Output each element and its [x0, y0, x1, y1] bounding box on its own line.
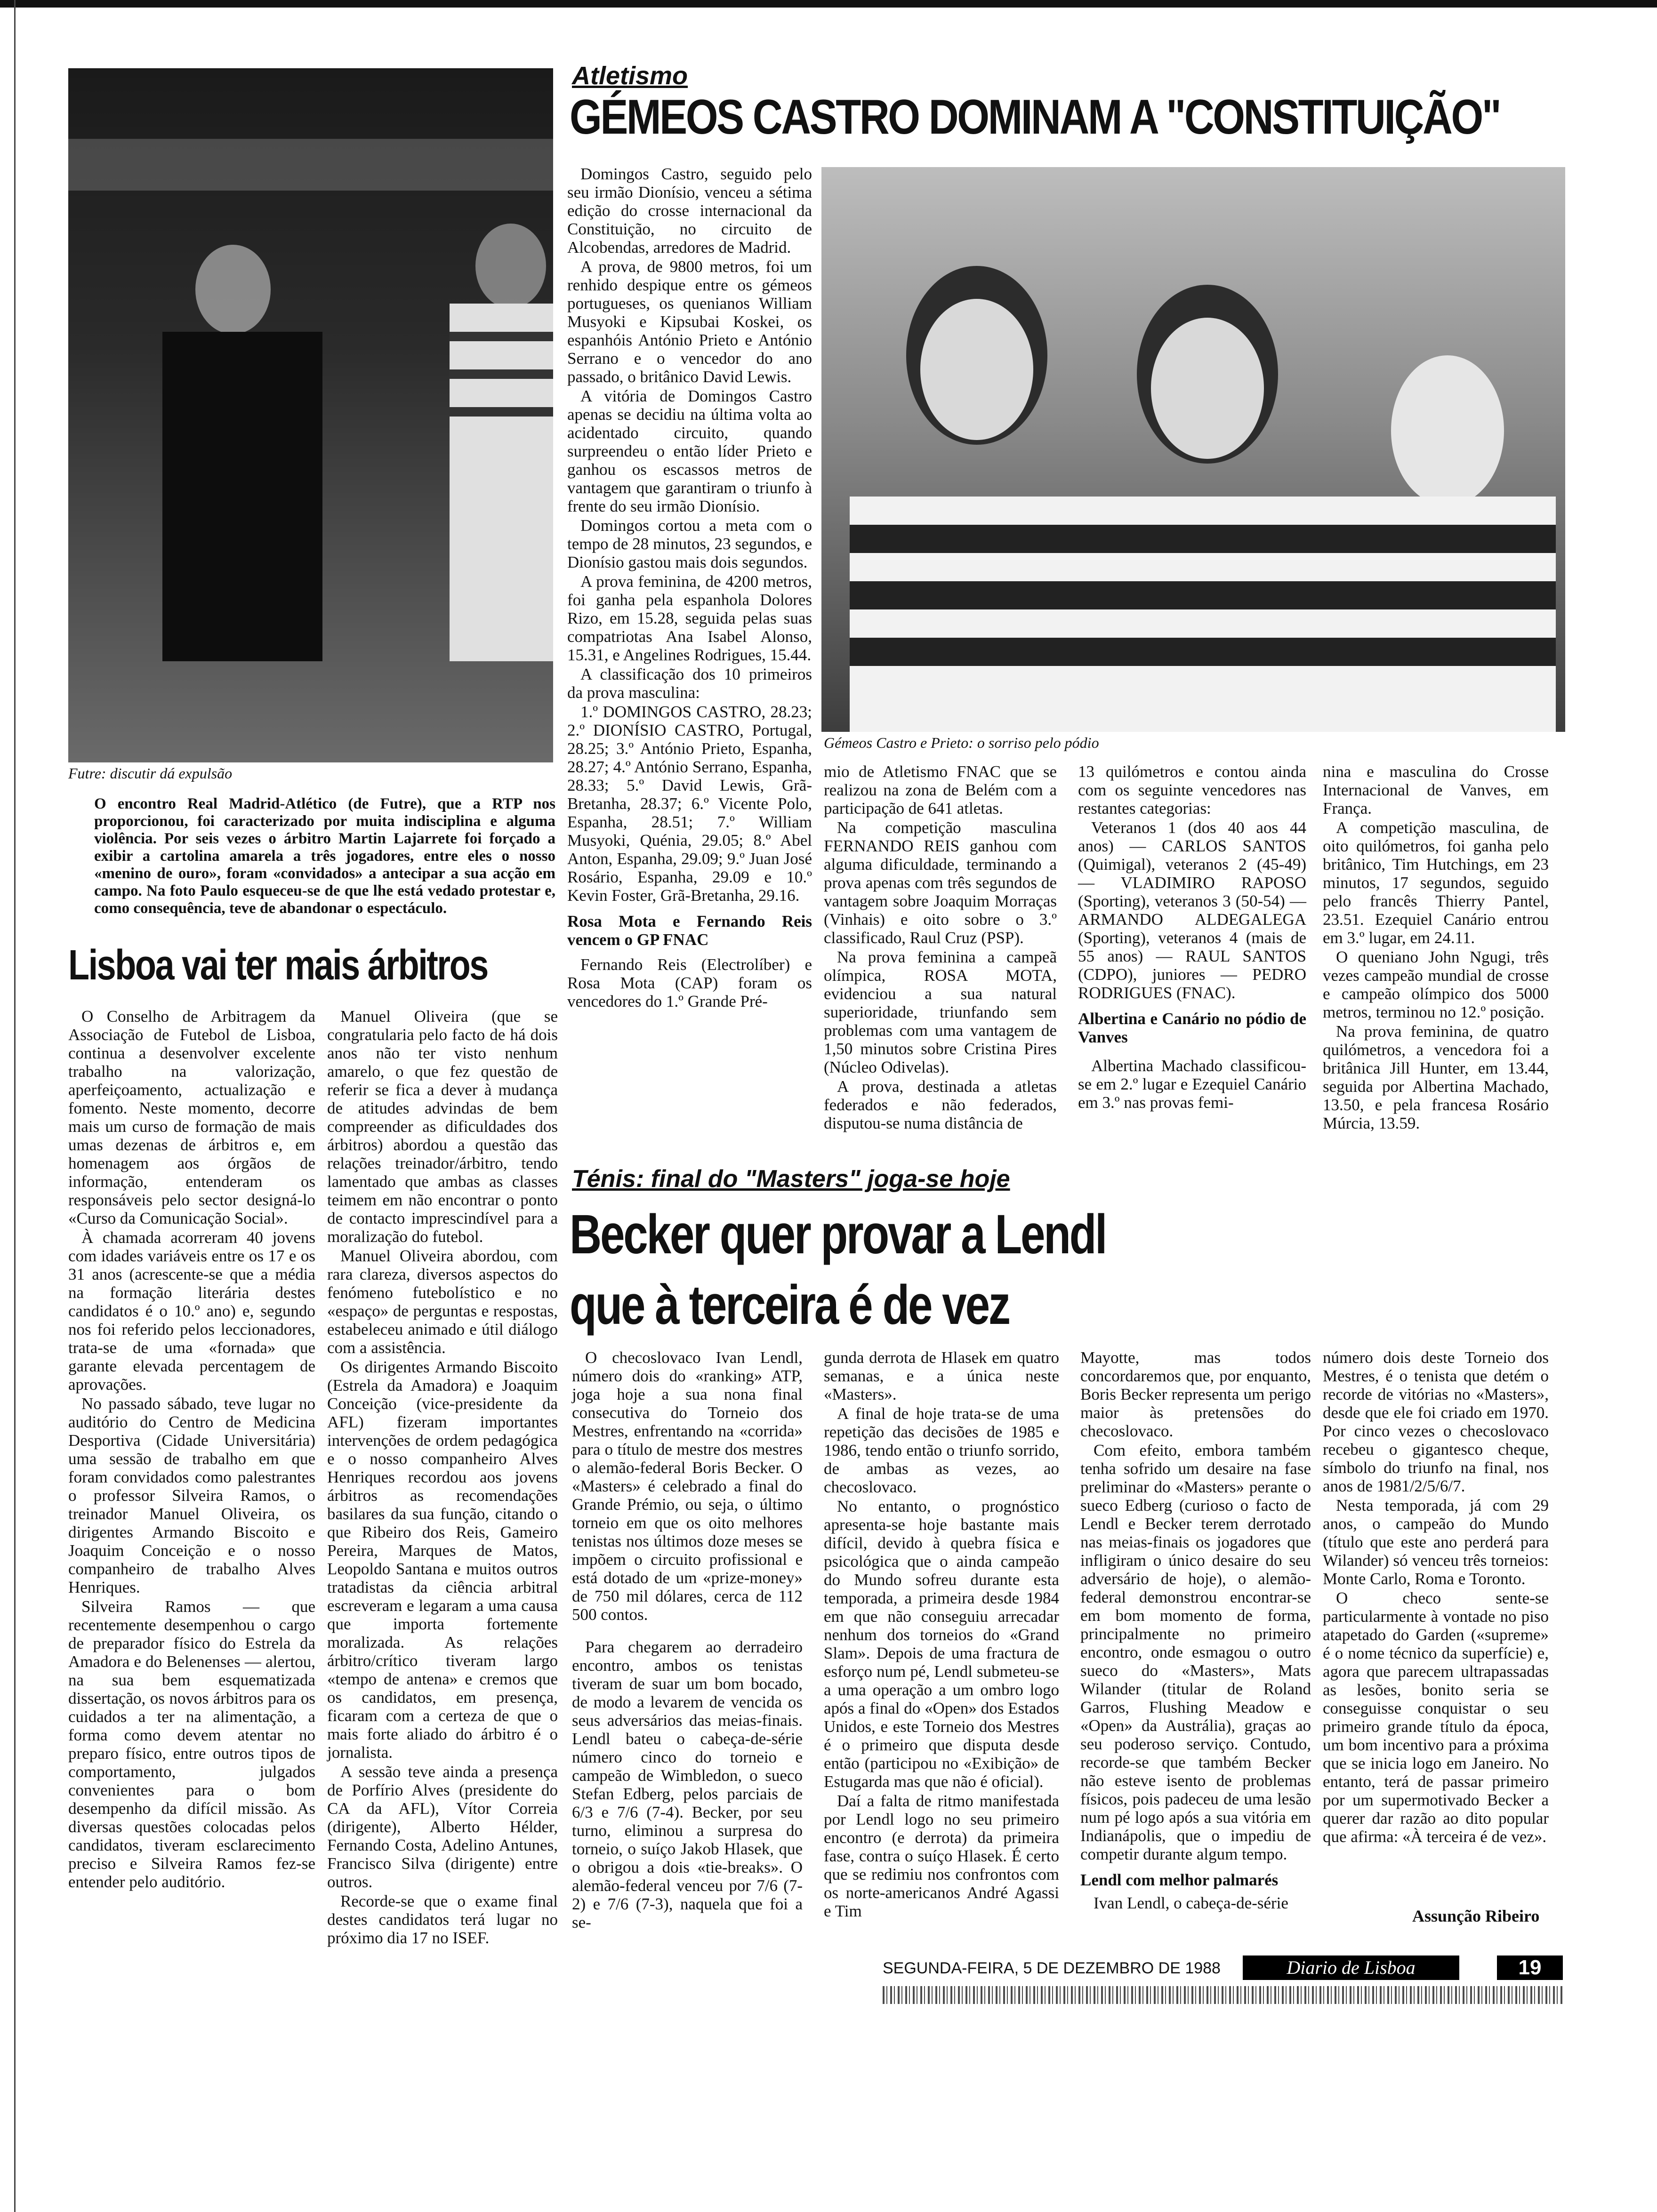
a1-c2p1: mio de Atletismo FNAC que se realizou na zona de Belém com a participação de 641 atletas. [824, 762, 1057, 817]
a2-c2p2: Manuel Oliveira abordou, com rara clareza, diversos aspectos do fenómeno futebolístico e no «espaço» de perguntas e respostas, estabeleceu animado e útil diálogo com a assistência. [327, 1247, 558, 1357]
a3-c2p2: A final de hoje trata-se de uma repetição das decisões de 1985 e 1986, tendo então o triunfo sorrido, de ambas as vezes, ao checoslovaco. [824, 1404, 1059, 1496]
a1-p3: A vitória de Domingos Castro apenas se decidiu na última volta ao acidentado circuito, quando surpreendeu o então líder Prieto e ganhou os escassos metros de vantagem que garantiram o triunfo à frente do seu irmão Dionísio. [567, 387, 812, 515]
a1-c3p2: Veteranos 1 (dos 40 aos 44 anos) — CARLOS SANTOS (Quimigal), veteranos 2 (45-49) — VLADIMIRO RAPOSO (Sporting), veteranos 3 (50-54) — ARMANDO ALDEGALEGA (Sporting), veteranos 4 (mais de 55 anos) — RAUL SANTOS (CDPO), juniores — PEDRO RODRIGUES (FNAC). [1078, 818, 1306, 1002]
tennis-headline-2: que à terceira é de vez [570, 1274, 1009, 1336]
tennis-headline-1: Becker quer provar a Lendl [570, 1203, 1106, 1266]
a1-c2p4: A prova, destinada a atletas federados e não federados, disputou-se numa distância de [824, 1077, 1057, 1132]
athletics-col4 [1323, 762, 1549, 1132]
tennis-kicker: Ténis: final do "Masters" joga-se hoje [572, 1165, 1010, 1193]
a1-p8: Fernando Reis (Electrolíber) e Rosa Mota (CAP) foram os vencedores do 1.º Grande Pré- [567, 955, 812, 1010]
tennis-col2 [824, 1348, 1059, 1920]
a3-c3p3: Ivan Lendl, o cabeça-de-série [1094, 1894, 1288, 1912]
a1-c4p1: nina e masculina do Crosse Internacional de Vanves, em França. [1323, 762, 1549, 817]
photo2-caption: Gémeos Castro e Prieto: o sorriso pelo pódio [824, 734, 1099, 751]
a1-c3p1: 13 quilómetros e contou ainda com os seguinte vencedores nas restantes categorias: [1078, 762, 1306, 817]
a1-c2p2: Na competição masculina FERNANDO REIS ganhou com alguma dificuldade, terminando a prova apenas com três segundos de vantagem sobre Joaquim Morraças (Vinhais) e oito sobre o 3.º classificado, Raul Cruz (PSP). [824, 818, 1057, 947]
a3-c2p4: Daí a falta de ritmo manifestada por Lendl logo no seu primeiro encontro (e derrota) da primeira fase, contra o suíço Hlasek. É certo que se redimiu nos confrontos com os norte-americanos André Agassi e Tim [824, 1792, 1059, 1920]
athletics-kicker: Atletismo [572, 62, 688, 90]
a2-p3: No passado sábado, teve lugar no auditório do Centro de Medicina Desportiva (Cidade Universitária) uma sessão de trabalho em que foram convidados como palestrantes o professor Silveira Ramos, o treinador Manuel Oliveira, os dirigentes Armando Biscoito e Joaquim Conceição e o nosso companheiro de trabalho Alves Henriques. [68, 1395, 315, 1596]
photo-runners [821, 167, 1565, 732]
a3-c3p2: Com efeito, embora também tenha sofrido um desaire na fase preliminar do «Masters» perante o sueco Edberg (curioso o facto de Lendl e Becker terem derrotado nas meias-finais os jogadores que infligiram o único desaire do seu adversário de hoje), o alemão-federal demonstrou encontrar-se em bom momento de forma, principalmente no primeiro encontro, onde esmagou o outro sueco do «Masters», Mats Wilander (titular de Roland Garros, Flushing Meadow e «Open» da Austrália), graças ao seu poderoso serviço. Contudo, recorde-se que também Becker não esteve isento de problemas físicos, pois padeceu de uma lesão num pé logo após a sua vitória em Indianápolis, que o impediu de competir durante algum tempo. [1080, 1441, 1311, 1863]
photo1-intro: O encontro Real Madrid-Atlético (de Futre), que a RTP nos proporcionou, foi caracterizado por muita indisciplina e alguma violência. Por seis vezes o árbitro Martin Lajarrete foi forçado a exibir a cartolina amarela a três jogadores, entre eles o nosso «menino de ouro», foram «convidados» a antecipar a sua acção em campo. Na foto Paulo esqueceu-se de que lhe está vedado protestar e, como consequência, teve de abandonar o espectáculo. [94, 795, 555, 917]
a3-c4p3: O checo sente-se particularmente à vontade no piso atapetado do Garden («supreme» é o nome técnico da superfície) e, agora que parecem ultrapassadas as lesões, bonito seria se conseguisse conquistar o seu primeiro grande título da época, um bom incentivo para a próxima que se inicia logo em Janeiro. No entanto, terá de passar primeiro por um supermotivado Becker a querer dar razão ao dito popular que afirma: «À terceira é de vez». [1323, 1589, 1549, 1846]
athletics-headline: GÉMEOS CASTRO DOMINAM A "CONSTITUIÇÃO" [570, 90, 1500, 144]
a1-c2p3: Na prova feminina a campeã olímpica, ROSA MOTA, evidenciou a sua natural superioridade, triunfando sem problemas com uma vantagem de 1,50 minutos sobre Cristina Pires (Núcleo Odivelas). [824, 948, 1057, 1076]
a3-p1: O checoslovaco Ivan Lendl, número dois do «ranking» ATP, joga hoje a sua nona final consecutiva do Torneio dos Mestres, enfrentando na «corrida» para o título de mestre dos mestres o alemão-federal Boris Becker. O «Masters» é celebrado a final do Grande Prémio, ou seja, o último torneio em que os oito melhores tenistas nos últimos doze meses se impõem o circuito profissional e está dotado de um «prize-money» de 750 mil dólares, cerca de 112 500 contos. [572, 1348, 803, 1624]
referees-col2 [327, 1007, 558, 1947]
a2-p4: Silveira Ramos — que recentemente desempenhou o cargo de preparador físico do Estrela da Amadora e do Belenenses — alertou, na sua bem esquematizada dissertação, os novos árbitros para os cuidados a ter na alimentação, a forma como devem atentar no preparo físico, entre outros tipos de comportamento, julgados convenientes para o bom desempenho da difícil missão. As diversas questões colocadas pelos candidatos, tiveram esclarecimento preciso e Silveira Ramos fez-se entender pelo auditório. [68, 1597, 315, 1891]
a1-sub2: Albertina e Canário no pódio de Vanves [1078, 1010, 1306, 1046]
a3-c3p1: Mayotte, mas todos concordaremos que, por enquanto, Boris Becker representa um perigo maior às pretensões do checoslovaco. [1080, 1348, 1311, 1440]
athletics-col2 [824, 762, 1057, 1132]
a3-c2p1: gunda derrota de Hlasek em quatro semanas, e a única neste «Masters». [824, 1348, 1059, 1403]
a1-sub1: Rosa Mota e Fernando Reis vencem o GP FNAC [567, 912, 812, 949]
page-number: 19 [1497, 1956, 1563, 1980]
futre-photo [68, 68, 553, 762]
a1-p4: Domingos cortou a meta com o tempo de 28 minutos, 23 segundos, e Dionísio gastou mais dois segundos. [567, 516, 812, 571]
a1-p2: A prova, de 9800 metros, foi um renhido despique entre os gémeos portugueses, os quenianos William Musyoki e Kipsubai Koskei, os espanhóis António Prieto e António Serrano e o vencedor do ano passado, o britânico David Lewis. [567, 257, 812, 386]
a1-p7: 1.º DOMINGOS CASTRO, 28.23; 2.º DIONÍSIO CASTRO, Portugal, 28.25; 3.º António Prieto, Espanha, 28.27; 4.º António Serrano, Espanha, 28.33; 5.º David Lewis, Grã-Bretanha, 28.37; 6.º Vicente Polo, Espanha, 28.51; 7.º William Musyoki, Quénia, 29.05; 8.º Abel Anton, Espanha, 29.09; 9.º Juan José Rosário, Espanha, 29.09 e 10.º Kevin Foster, Grã-Bretanha, 29.16. [567, 703, 812, 905]
a3-c4p2: Nesta temporada, já com 29 anos, o campeão do Mundo (título que este ano perderá para Wilander) só venceu três torneios: Monte Carlo, Roma e Toronto. [1323, 1496, 1549, 1588]
tennis-col1 [572, 1348, 803, 1931]
tennis-col4 [1323, 1348, 1549, 1846]
issue-date: SEGUNDA-FEIRA, 5 DE DEZEMBRO DE 1988 [883, 1959, 1221, 1977]
a1-p5: A prova feminina, de 4200 metros, foi ganha pela espanhola Dolores Rizo, em 15.28, seguida pelas suas compatriotas Ana Isabel Alonso, 15.31, e Angelines Rodrigues, 15.44. [567, 572, 812, 664]
a2-c2p5: Recorde-se que o exame final destes candidatos terá lugar no próximo dia 17 no ISEF. [327, 1892, 558, 1947]
a2-c2p1: Manuel Oliveira (que se congratularia pelo facto de há dois anos não ter visto nenhum amarelo, o que fez questão de referir se fica a dever à mudança de atitudes advindas de bem compreender as dificuldades dos árbitros) abordou a questão das relações treinador/árbitro, tendo lamentado que ambas as classes teimem em não encontrar o ponto de contacto imprescindível para a moralização do futebol. [327, 1007, 558, 1246]
a2-c2p3: Os dirigentes Armando Biscoito (Estrela da Amadora) e Joaquim Conceição (vice-presidente da AFL) fizeram importantes intervenções de ordem pedagógica e o nosso companheiro Alves Henriques recordou aos jovens árbitros as recomendações basilares da sua função, citando o que Ribeiro dos Reis, Gameiro Pereira, Marques de Matos, Leopoldo Santana e muitos outros tratadistas da ciência arbitral escreveram e legaram a uma causa que importa fortemente moralizada. As relações árbitro/crítico tiveram largo «tempo de antena» e cremos que os candidatos, em presença, ficaram com a certeza de que o mais forte aliado do árbitro é o jornalista. [327, 1358, 558, 1762]
athletics-col3 [1078, 762, 1306, 1112]
referees-col1 [68, 1007, 315, 1891]
a1-p1: Domingos Castro, seguido pelo seu irmão Dionísio, venceu a sétima edição do crosse internacional da Constituição, no circuito de Alcobendas, arredores de Madrid. [567, 165, 812, 256]
a1-c4p2: A competição masculina, de oito quilómetros, foi ganha pelo britânico, Tim Hutchings, em 23 minutos, 17 segundos, seguido pelo francês Thierry Pantel, 23.51. Ezequiel Canário entrou em 3.º lugar, em 24.11. [1323, 818, 1549, 947]
top-rule [0, 0, 1657, 8]
a1-c4p4: Na prova feminina, de quatro quilómetros, a vencedora foi a britânica Jill Hunter, em 13.44, seguida por Albertina Machado, 13.50, e pela francesa Rosário Múrcia, 13.59. [1323, 1022, 1549, 1132]
a3-c2p3: No entanto, o prognóstico apresenta-se hoje bastante mais difícil, devido à quebra física e psicológica que o ainda campeão do Mundo sofreu durante esta temporada, a primeira desde 1984 em que não conseguiu arrecadar nenhum dos torneios do «Grand Slam». Depois de uma fractura de esforço num pé, Lendl submeteu-se a uma operação a um ombro logo após a final do «Open» dos Estados Unidos, e este Torneio dos Mestres é o primeiro que disputa desde então (participou no «Exibição» de Estugarda mas que não é oficial). [824, 1497, 1059, 1791]
margin-line [14, 0, 16, 2212]
a3-c4p1: número dois deste Torneio dos Mestres, é o tenista que detém o recorde de vitórias no «Masters», desde que ele foi criado em 1970. Por cinco vezes o checoslovaco recebeu o gigantesco cheque, símbolo do triunfo na final, nos anos de 1981/2/5/6/7. [1323, 1348, 1549, 1495]
a2-p2: À chamada acorreram 40 jovens com idades variáveis entre os 17 e os 31 anos (acrescente-se que a média na formação literária destes candidatos é o 10.º ano) e, segundo nos foi referido pelos leccionadores, trata-se de uma «fornada» que garante elevada percentagem de aprovações. [68, 1228, 315, 1394]
a1-c3p3: Albertina Machado classificou-se em 2.º lugar e Ezequiel Canário em 3.º nas provas femi- [1078, 1057, 1306, 1112]
a1-p6: A classificação dos 10 primeiros da prova masculina: [567, 665, 812, 702]
a1-c4p3: O queniano John Ngugi, três vezes campeão mundial de crosse e campeão olímpico dos 5000 metros, terminou no 12.º posição. [1323, 948, 1549, 1021]
photo1-caption: Futre: discutir dá expulsão [68, 765, 233, 782]
castro-photo [821, 167, 1565, 732]
tennis-byline: Assunção Ribeiro [1412, 1907, 1540, 1925]
tennis-col3 [1080, 1348, 1311, 1912]
footer-barcode [883, 1986, 1563, 2004]
a3-p2: Para chegarem ao derradeiro encontro, ambos os tenistas tiveram de suar um bom bocado, de modo a levarem de vencida os seus adversários das meias-finais. Lendl bateu o cabeça-de-série número cinco do torneio e campeão de Wimbledon, o sueco Stefan Edberg, pelos parciais de 6/3 e 7/6 (7-4). Becker, por seu turno, eliminou a surpresa do torneio, o suíço Jakob Hlasek, que o obrigou a dois «tie-breaks». O alemão-federal venceu por 7/6 (7-2) e 7/6 (7-3), naquela que foi a se- [572, 1638, 803, 1931]
a2-c2p4: A sessão teve ainda a presença de Porfírio Alves (presidente do CA da AFL), Vítor Correia (dirigente), Alberto Hélder, Fernando Costa, Adelino Antunes, Francisco Silva (dirigente) entre outros. [327, 1763, 558, 1891]
masthead: Diario de Lisboa [1243, 1956, 1459, 1980]
a2-p1: O Conselho de Arbitragem da Associação de Futebol de Lisboa, continua a desenvolver excelente trabalho na valorização, aperfeiçoamento, actualização e fomento. Neste momento, decorre mais um curso de formação de mais umas dezenas de árbitros e, em homenagem aos órgãos de informação, entenderam os responsáveis pelo sector designá-lo «Curso da Comunicação Social». [68, 1007, 315, 1227]
athletics-col1 [567, 165, 812, 1010]
referees-headline: Lisboa vai ter mais árbitros [68, 942, 488, 989]
a3-sub: Lendl com melhor palmarés [1080, 1871, 1279, 1889]
photo-figures [68, 68, 553, 762]
